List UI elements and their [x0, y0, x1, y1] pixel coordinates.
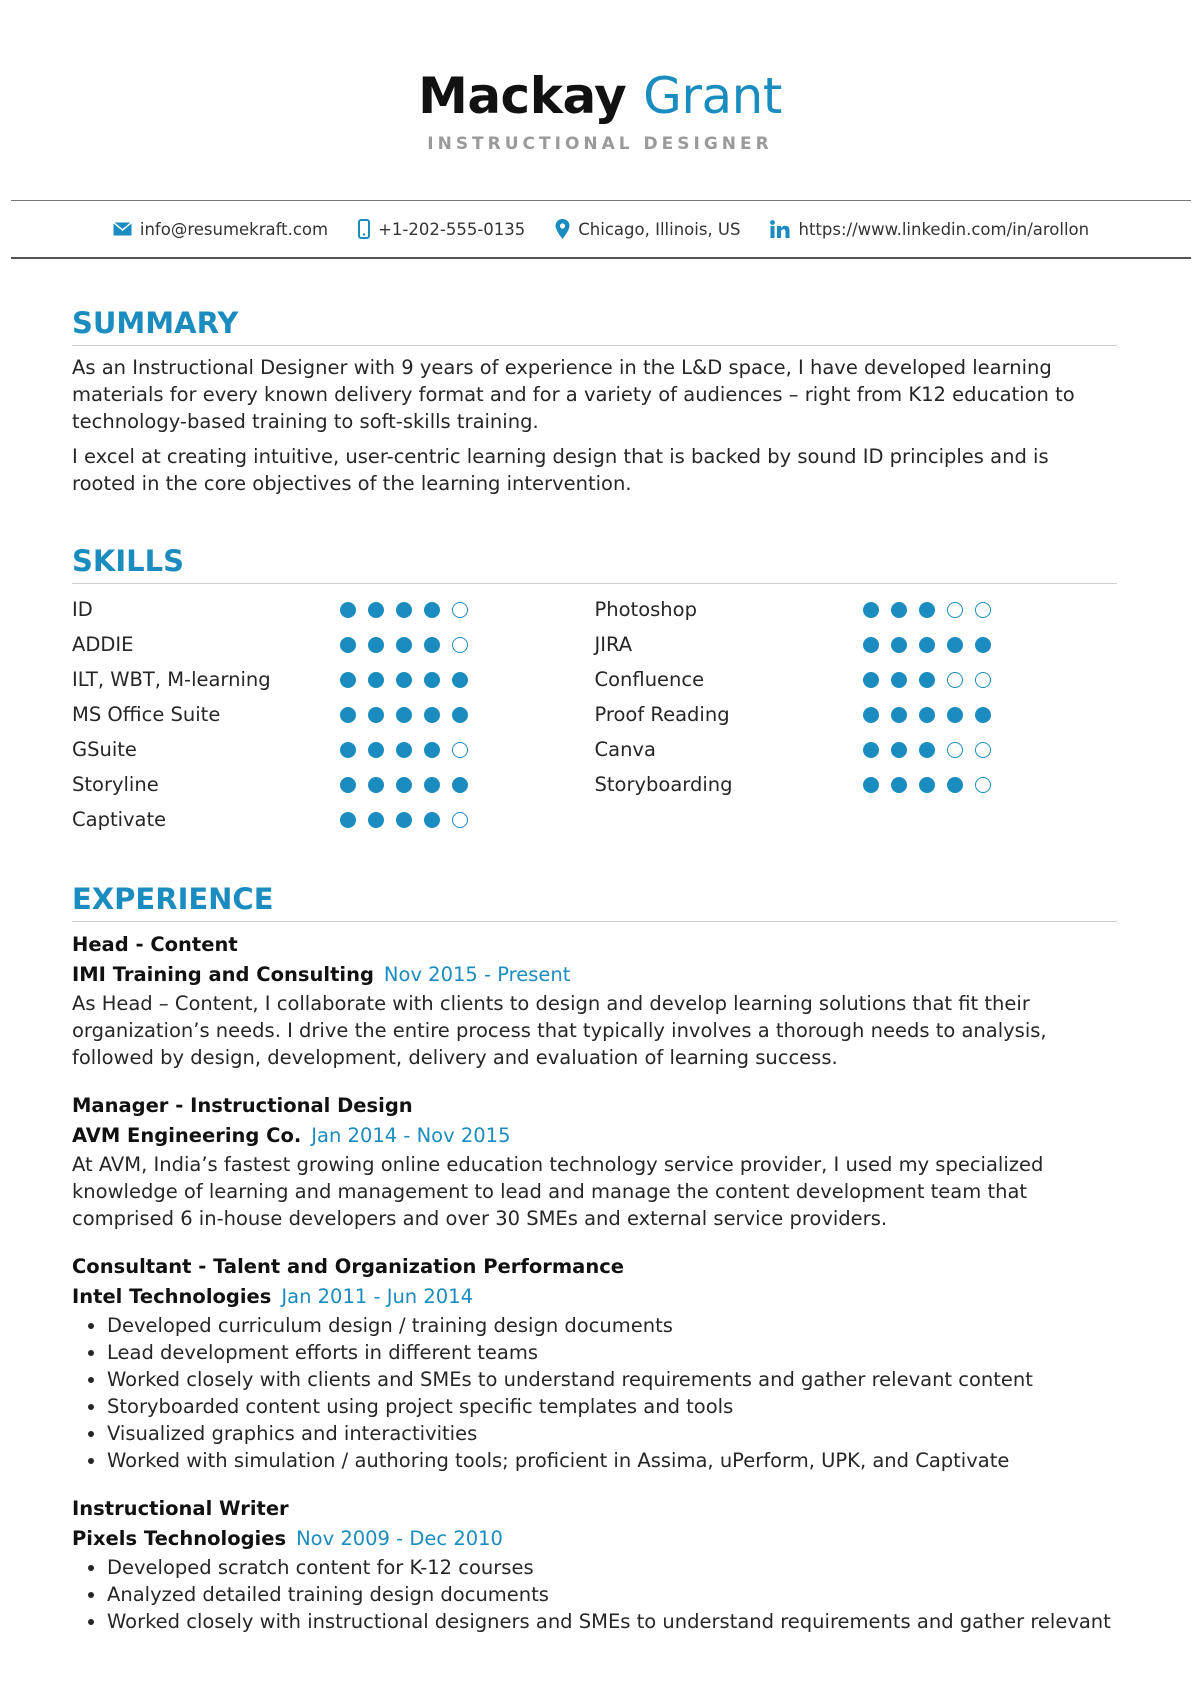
contact-bar: [11, 200, 1191, 259]
rating-dot-filled: [863, 602, 879, 618]
skill-name: ID: [72, 598, 93, 621]
skill-name: ADDIE: [72, 633, 134, 656]
rating-dot-filled: [340, 812, 356, 828]
job-bullet: • Developed curriculum design / training design documents: [107, 1312, 1117, 1339]
skill-rating: [863, 672, 991, 688]
skill-rating: [340, 637, 468, 653]
rating-dot-filled: [891, 602, 907, 618]
skill-rating: [863, 742, 991, 758]
rating-dot-filled: [340, 777, 356, 793]
envelope-icon: [113, 222, 132, 236]
skill-row: [72, 627, 595, 662]
summary-paragraph: As an Instructional Designer with 9 years of experience in the L&D space, I have developed learning materials for every known delivery format and for a variety of audiences – right from K12 education to technology-based training to soft-skills training.: [72, 356, 1075, 433]
summary-heading: SUMMARY: [72, 305, 1117, 346]
rating-dot-empty: [452, 637, 468, 653]
job-position: Head - Content: [72, 933, 238, 956]
rating-dot-filled: [424, 777, 440, 793]
job-bullet: • Storyboarded content using project specific templates and tools: [107, 1393, 1117, 1420]
job-company: AVM Engineering Co.: [72, 1124, 302, 1147]
rating-dot-filled: [863, 777, 879, 793]
rating-dot-empty: [975, 672, 991, 688]
rating-dot-empty: [452, 742, 468, 758]
skill-name: Confluence: [594, 668, 705, 691]
skills-left-column: [72, 592, 595, 837]
skill-rating: [340, 707, 468, 723]
rating-dot-filled: [424, 812, 440, 828]
rating-dot-filled: [452, 707, 468, 723]
job-bullet: • Analyzed detailed training design documents: [107, 1581, 1117, 1608]
contact-location: [555, 219, 740, 239]
summary-section: [72, 305, 1117, 497]
job-bullet-list: [72, 1312, 1117, 1474]
rating-dot-filled: [368, 777, 384, 793]
skill-rating: [863, 777, 991, 793]
job-entry: [72, 1091, 1117, 1232]
rating-dot-empty: [452, 602, 468, 618]
rating-dot-filled: [863, 707, 879, 723]
rating-dot-filled: [424, 602, 440, 618]
rating-dot-filled: [396, 812, 412, 828]
job-position: Manager - Instructional Design: [72, 1094, 413, 1117]
skill-row: [72, 697, 595, 732]
skill-rating: [340, 777, 468, 793]
skill-name: JIRA: [594, 633, 633, 656]
rating-dot-filled: [919, 742, 935, 758]
rating-dot-filled: [396, 777, 412, 793]
rating-dot-filled: [919, 707, 935, 723]
rating-dot-filled: [919, 602, 935, 618]
rating-dot-filled: [947, 777, 963, 793]
location-pin-icon: [555, 219, 570, 239]
linkedin-text: https://www.linkedin.com/in/arollon: [798, 219, 1090, 239]
contact-linkedin[interactable]: [770, 220, 1089, 239]
skills-right-column: [595, 592, 1118, 837]
skill-rating: [863, 707, 991, 723]
rating-dot-filled: [396, 672, 412, 688]
experience-heading: EXPERIENCE: [72, 881, 1117, 922]
rating-dot-filled: [396, 707, 412, 723]
job-dates: Jan 2011 - Jun 2014: [281, 1285, 473, 1308]
rating-dot-filled: [975, 707, 991, 723]
rating-dot-filled: [919, 672, 935, 688]
skill-row: [72, 662, 595, 697]
job-entry: [72, 1252, 1117, 1474]
job-description: At AVM, India’s fastest growing online education technology service provider, I used my specialized knowledge of learning and management to lead and manage the content development team that comprised 6 in-house developers and over 30 SMEs and external service providers.: [72, 1153, 1044, 1230]
job-entry: [72, 1494, 1117, 1635]
rating-dot-filled: [368, 672, 384, 688]
rating-dot-filled: [340, 602, 356, 618]
rating-dot-filled: [424, 742, 440, 758]
job-position: Consultant - Talent and Organization Performance: [72, 1255, 624, 1278]
rating-dot-empty: [975, 602, 991, 618]
first-name: Mackay: [418, 67, 627, 125]
job-bullet: • Lead development efforts in different teams: [107, 1339, 1117, 1366]
last-name: Grant: [643, 67, 782, 125]
rating-dot-filled: [975, 637, 991, 653]
job-company-line: [72, 1282, 1117, 1312]
rating-dot-filled: [891, 637, 907, 653]
resume-body: [72, 305, 1117, 1655]
skill-name: Canva: [594, 738, 656, 761]
job-position: Instructional Writer: [72, 1497, 289, 1520]
job-company: Pixels Technologies: [72, 1527, 287, 1550]
rating-dot-filled: [340, 637, 356, 653]
skill-name: GSuite: [72, 738, 137, 761]
rating-dot-empty: [975, 742, 991, 758]
rating-dot-filled: [919, 637, 935, 653]
experience-section: [72, 881, 1117, 1635]
skill-name: ILT, WBT, M-learning: [72, 668, 271, 691]
rating-dot-empty: [452, 812, 468, 828]
phone-icon: [358, 219, 370, 239]
rating-dot-filled: [891, 672, 907, 688]
skill-rating: [340, 812, 468, 828]
contact-email[interactable]: [113, 220, 328, 239]
linkedin-icon: [770, 220, 790, 238]
skill-rating: [863, 637, 991, 653]
skill-row: [72, 802, 595, 837]
rating-dot-empty: [947, 672, 963, 688]
job-company-line: [72, 960, 1117, 990]
job-bullet: • Worked with simulation / authoring tools; proficient in Assima, uPerform, UPK, and Captivate: [107, 1447, 1117, 1474]
rating-dot-filled: [368, 707, 384, 723]
job-company: Intel Technologies: [72, 1285, 272, 1308]
job-description: As Head – Content, I collaborate with clients to design and develop learning solutions that fit their organization’s needs. I drive the entire process that typically involves a thorough needs to analysis, followed by design, development, delivery and evaluation of learning success.: [72, 992, 1047, 1069]
rating-dot-filled: [947, 707, 963, 723]
skill-rating: [340, 602, 468, 618]
job-dates: Nov 2009 - Dec 2010: [296, 1527, 503, 1550]
skill-row: [72, 732, 595, 767]
rating-dot-filled: [368, 812, 384, 828]
skill-rating: [340, 672, 468, 688]
job-company: IMI Training and Consulting: [72, 963, 374, 986]
rating-dot-filled: [452, 777, 468, 793]
skill-row: [595, 732, 1118, 767]
job-bullet-list: [72, 1554, 1117, 1635]
rating-dot-filled: [396, 602, 412, 618]
job-bullet: • Worked closely with clients and SMEs to understand requirements and gather relevant content: [107, 1366, 1117, 1393]
skill-name: Proof Reading: [594, 703, 730, 726]
skill-name: MS Office Suite: [72, 703, 221, 726]
rating-dot-filled: [891, 742, 907, 758]
rating-dot-filled: [396, 742, 412, 758]
skill-row: [595, 697, 1118, 732]
candidate-name: [0, 66, 1200, 126]
skill-row: [595, 592, 1118, 627]
rating-dot-empty: [975, 777, 991, 793]
job-bullet: • Worked closely with instructional designers and SMEs to understand requirements and gather relevant: [107, 1608, 1117, 1635]
rating-dot-filled: [396, 637, 412, 653]
skill-name: Photoshop: [594, 598, 697, 621]
job-dates: Jan 2014 - Nov 2015: [311, 1124, 511, 1147]
rating-dot-filled: [891, 707, 907, 723]
skill-name: Storyline: [72, 773, 159, 796]
location-text: Chicago, Illinois, US: [578, 219, 741, 239]
rating-dot-filled: [424, 707, 440, 723]
job-dates: Nov 2015 - Present: [383, 963, 571, 986]
email-text: info@resumekraft.com: [139, 219, 329, 239]
job-entry: [72, 930, 1117, 1071]
rating-dot-filled: [891, 777, 907, 793]
rating-dot-filled: [340, 742, 356, 758]
rating-dot-filled: [863, 742, 879, 758]
skill-row: [595, 627, 1118, 662]
contact-phone[interactable]: [358, 219, 525, 239]
rating-dot-filled: [368, 742, 384, 758]
rating-dot-filled: [947, 637, 963, 653]
skill-name: Storyboarding: [594, 773, 733, 796]
rating-dot-filled: [368, 602, 384, 618]
rating-dot-filled: [368, 637, 384, 653]
skill-row: [72, 767, 595, 802]
skills-section: [72, 543, 1117, 837]
rating-dot-filled: [452, 672, 468, 688]
skill-row: [595, 767, 1118, 802]
skills-grid: [72, 592, 1117, 837]
skill-row: [595, 662, 1118, 697]
skill-rating: [340, 742, 468, 758]
job-company-line: [72, 1121, 1117, 1151]
rating-dot-filled: [919, 777, 935, 793]
job-company-line: [72, 1524, 1117, 1554]
skill-rating: [863, 602, 991, 618]
skill-name: Captivate: [72, 808, 167, 831]
rating-dot-filled: [340, 672, 356, 688]
rating-dot-empty: [947, 742, 963, 758]
job-bullet: • Visualized graphics and interactivities: [107, 1420, 1117, 1447]
rating-dot-empty: [947, 602, 963, 618]
rating-dot-filled: [424, 637, 440, 653]
phone-text: +1-202-555-0135: [378, 219, 526, 239]
rating-dot-filled: [424, 672, 440, 688]
job-bullet: • Developed scratch content for K-12 courses: [107, 1554, 1117, 1581]
job-title: INSTRUCTIONAL DESIGNER: [427, 134, 773, 154]
skill-row: [72, 592, 595, 627]
resume-header: [0, 66, 1200, 154]
rating-dot-filled: [863, 637, 879, 653]
rating-dot-filled: [863, 672, 879, 688]
rating-dot-filled: [340, 707, 356, 723]
skills-heading: SKILLS: [72, 543, 1117, 584]
summary-paragraph: I excel at creating intuitive, user-centric learning design that is backed by sound ID principles and is rooted in the core objectives of the learning intervention.: [72, 445, 1049, 495]
